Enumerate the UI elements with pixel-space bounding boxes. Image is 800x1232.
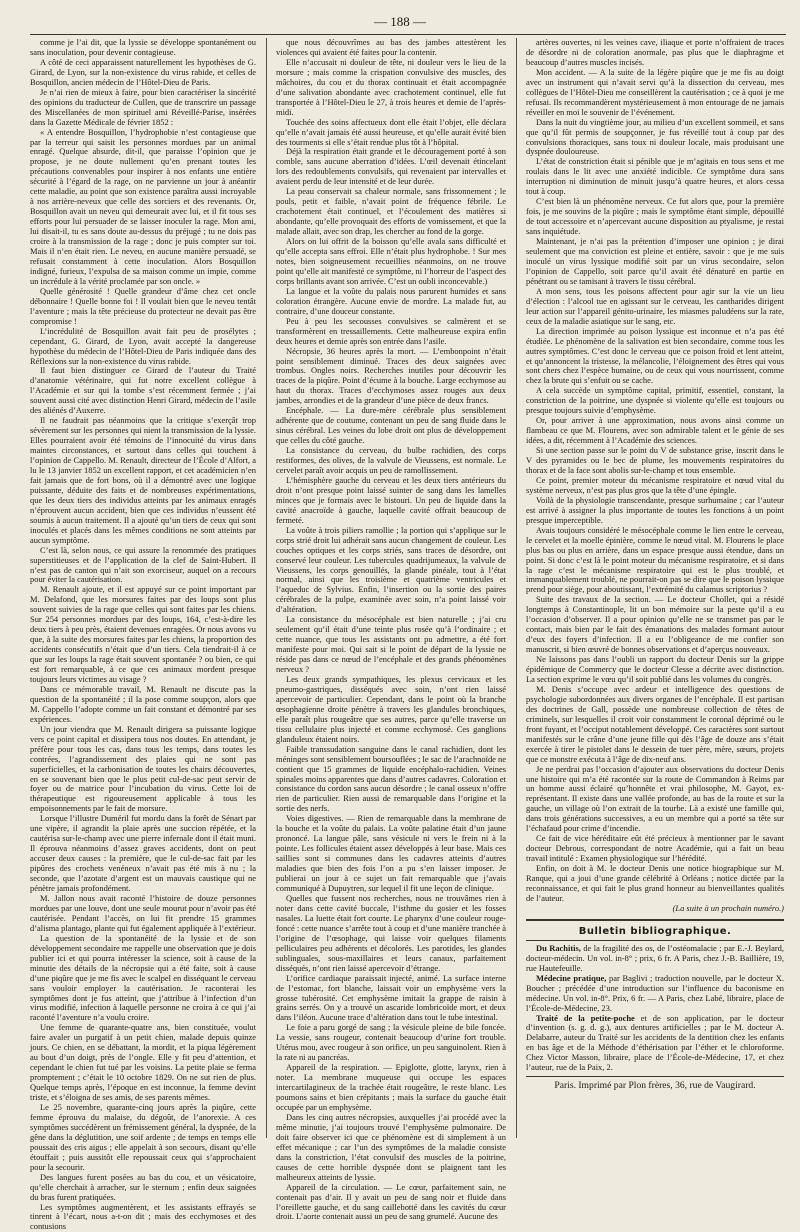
paragraph: Dans ce mémorable travail, M. Renault ne discute pas la question de la spontanéité ; il la pose comme soupçon, alors que M. Cappello l’adopte comme un fait constant et démontré par ses expériences. bbox=[30, 683, 256, 724]
paragraph: La voûte à trois piliers ramollie ; la portion qui s’applique sur le corps strié droit lui adhérait sans aucun changement de couleur. Les couches optiques et les corps striés, sans traces de désordre, ont conservé leur couleur. Les tubercules quadrijumeaux, la valvule de Vieussens, les corps genouillés, la glande pinéale, tout à l’état normal, ainsi que les troisième et quatrième ventricules et l’aqueduc de Sylvius. Enfin, l’insertion ou la sortie des paires cérébrales de la pulpe, examinée avec soin, n’a point laissé voir d’altération. bbox=[276, 524, 506, 615]
paragraph: La langue et la voûte du palais nous parurent humides et sans coloration étrangère. Aucune envie de mordre. La malade fut, au contraire, d’une douceur constante. bbox=[276, 285, 506, 316]
paragraph: Voies digestives. — Rien de remarquable dans la membrane de la bouche et la voûte du palais. La voûte palatine était d’un jaune prononcé. La langue pâle, sans vésicule ni vers le frein ni à la pointe. Les follicules étaient assez développés à leur base. Mais ces saillies sont si communes dans les cadavres atteints d’autres maladies que bien des fois l’on a pu s’en laisser imposer. Je publierai un jour à ce sujet un fait remarquable que j’avais communiqué à Dupuytren, sur lequel il fit une leçon de clinique. bbox=[276, 813, 506, 894]
paragraph: Enfin, on doit à M. le docteur Denis une notice biographique sur M. Ranque, qui a joui d’une grande célébrité à Orléans ; notice dictée par la reconnaissance, et qui fait le plus grand honneur au bienveillantes qualités de l’auteur. bbox=[526, 863, 784, 903]
bibliography-entry bbox=[526, 944, 784, 974]
paragraph: A côté de ceci apparaissent naturellement les hypothèses de G. Girard, de Lyon, sur la non-existence du virus rabide, et celles de Bosquillon, ancien médecin de l’Hôtel-Dieu de Paris. bbox=[30, 56, 256, 87]
bibliography-entry-text: et de son application, par le docteur d’invention (s. g. d. g.), aux dentures artificielles ; par le M. docteur A. Delabarre, auteur du Traité sur les accidents de la dentition chez les enfants en bas âge et de la Méthode d’éthérisation par l’éther et le chloroforme. Chez Victor Masson, libraire, place de l’École-de-Médecine, 17, et chez l’auteur, rue de la Paix, 2. bbox=[526, 1012, 784, 1073]
paragraph: Dans les cinq autres nécropsies, auxquelles j’ai procédé avec la même minutie, j’ai toujours trouvé l’emphysème pulmonaire. De doit faire observer ici que ce phénomène est di simplement à un effet mécanique ; car l’un des symptômes de la maladie consiste dans la constriction, l’état convulsif des muscles de la poitrine, causes de cette horrible dyspnée dont se plaignent tant les malheureux atteints de lyssie. bbox=[276, 1111, 506, 1182]
paragraph: Or, pour arriver à une approximation, nous avons ainsi comme un flambeau ce que M. Flourens, avec son admirable talent et le génie de ses idées, a dit, récemment à l’Académie des sciences. bbox=[526, 415, 784, 446]
column-separator bbox=[516, 38, 517, 1138]
continued-note: (La suite à un prochain numéro.) bbox=[672, 902, 784, 913]
paragraph: M. Denis s’occupe avec ardeur et intelligence des questions de psychologie subordonnées aux divers organes de l’encéphale. Il est partisan des doctrines de Gall, possède une nombreuse collection de têtes de criminels, sur lesquelles il croit voir constamment le coronal déprimé ou le front fuyant, et l’occiput notablement développé. Ces caractères sont surtout manifestés sur le crâne d’une jeune fille qui dès l’âge de douze ans s’était exercée à tirer le pistolet dans le dessein de tuer père, mère, sœurs, projets que ce monstre exécuta à l’âge de dix-neuf ans. bbox=[526, 683, 784, 764]
paragraph: artères ouvertes, ni les veines cave, iliaque et porte n’offraient de traces de désordre ni de coloration anormale, pas plus que le diaphragme et beaucoup d’autres muscles incisés. bbox=[526, 37, 784, 67]
bibliography-entry bbox=[526, 1014, 784, 1074]
paragraph: que nous découvrîmes au bas des jambes attestèrent les violences qui avaient été faites pour la contenir. bbox=[276, 37, 506, 57]
bibliography-entry-text: par Baglivi ; traduction nouvelle, par le docteur X. Boucher ; précédée d’une introduction sur l’influence du baconisme en médecine. Un vol. in-8°. Prix, 6 fr. — A Paris, chez Labé, libraire, place de l’École-de-Médecine, 23. bbox=[526, 972, 784, 1013]
section-rule bbox=[526, 1076, 784, 1077]
paragraph: Quelles que fussent nos recherches, nous ne trouvâmes rien à noter dans cette cavité buccale, l’isthme du gosier et les fosses nasales. La luette était fort courte. Le pharynx d’une couleur rouge-foncé : cette nuance s’arrête tout à coup et d’une manière tranchée à l’origine de l’œsophage, qui laisse voir quelques filaments pelliculaires peu adhérents et décolorés. Les parotides, les glandes sublinguales, sous-maxillaires et leurs canaux, parfaitement disséqués, n’ont rien laissé apercevoir d’étrange. bbox=[276, 892, 506, 973]
bibliography-entry-title: Médecine pratique, bbox=[536, 972, 607, 983]
paragraph: C’est bien là un phénomène nerveux. Ce fut alors que, pour la première fois, je me souvins de la piqûre ; mais le symptôme étant simple, dépouillé de tout accessoire et n’apercevant aucune disposition au ptyalisme, je restai sans inquiétude. bbox=[526, 196, 784, 237]
paragraph: La consistance du cerveau, du bulbe rachidien, des corps restiformes, des olives, de la valvule de Vieussens, est normale. Le cervelet paraît avoir acquis un peu de ramollissement. bbox=[276, 445, 506, 475]
section-rule bbox=[526, 919, 784, 921]
paragraph: Le foie a paru gorgé de sang ; la vésicule pleine de bile foncée. La vessie, sans rougeur, contenait beaucoup d’urine fort trouble. Utérus mou, avec rougeur à son orifice, un peu sanguinolent. Rien à la rate ni au pancréas. bbox=[276, 1022, 506, 1063]
paragraph: Avais toujours considéré le mésocéphale comme le lien entre le cerveau, le cervelet et la moelle épinière, comme le nœud vital. M. Flourens le place plus bas ou plus en arrière, dans un espace presque aussi étendue, dans un point. Si donc c’est là le point moteur du mécanisme respiratoire, et si dans la rage c’est le mécanisme respiratoire qui est le plus troublé, et immanquablement troublé, ne pourrait-on pas se dire que le poison lyssique prend pour siège, pour aboutissant, l’extrémité du calamus scriptorius ? bbox=[526, 524, 784, 595]
column-separator bbox=[266, 38, 267, 1138]
paragraph: Encéphale. — La dure-mère cérébrale plus sensiblement adhérente que de coutume, contenant un peu de sang fluide dans le sinus cérébral. Les veines du lobe droit ont plus de développement que celles du côté gauche. bbox=[276, 405, 506, 446]
paragraph: La peau conservait sa chaleur normale, sans frissonnement ; le pouls, petit et faible, n’avait point de fréquence fébrile. Le crachotement était continuel, et l’écoulement des matières si abondante, qu’elle provoquait des efforts de vomissement, et que la malade allait, avec son drap, les chercher au fond de la gorge. bbox=[276, 186, 506, 237]
header-rule bbox=[30, 34, 786, 35]
paragraph: Nécropsie, 36 heures après la mort. — L’embonpoint n’était point sensiblement diminué. Traces des deux saignées avec trombus. Ongles noirs. Recherches inutiles pour découvrir les traces de la piqûre. Point d’écume à la bouche. Large ecchymose au haut du thorax. Traces d’ecchymoses assez rouges aux deux jambes, arrondies et de la grandeur d’une pièce de deux francs. bbox=[276, 345, 506, 406]
paragraph: comme je l’ai dit, que la lyssie se développe spontanément ou sans inoculation, pour devenir contagieuse. bbox=[30, 37, 256, 57]
paragraph: C’est là, selon nous, ce qui assure la renommée des pratiques superstitieuses et de l’application de la clef de Saint-Hubert. Il n’est pas de canton qui n’ait son exorciseur, auquel on a recours pour éviter la cautérisation. bbox=[30, 544, 256, 585]
paragraph: L’orifice cardiaque paraissait injecté, animé. La surface interne de l’estomac, fort blanche, laissait voir un emphysème vers la grosse tubérosité. Cet emphysème imitait la grappe de raisin à grains serrés. On y a trouvé un ascaride lombricoïde mort, et deux dans l’iléon. Aucune trace d’altération dans tout le tube intestinal. bbox=[276, 972, 506, 1023]
paragraph: A cela succède un symptôme capital, primitif, essentiel, constant, la constriction de la poitrine, une dyspnée si violente qu’elle est toujours ou presque toujours suivie d’emphysème. bbox=[526, 385, 784, 416]
bibliography-entry-text: de la fragilité des os, de l’ostéomalacie ; par E.-J. Beylard, docteur-médecin. Un vol. in-8° ; prix, 6 fr. A Paris, chez J.-B. Baillière, 19, rue Hautefeuille. bbox=[526, 942, 784, 973]
paragraph: Des langues furent posées au bas du cou, et un vésicatoire, qu’elle cherchait à arracher, sur le sternum ; enfin deux saignées du bras furent pratiquées. bbox=[30, 1171, 256, 1202]
column-2 bbox=[276, 37, 506, 1222]
printer-line: Paris. Imprimé par Plon frères, 36, rue de Vaugirard. bbox=[554, 1080, 756, 1092]
paragraph: A mon sens, tous les poisons affectent pour agir sur la vie un lieu d’élection : l’alcool tue en agissant sur le cerveau, les cantharides dirigent leur action sur l’appareil génito-urinaire, les miasmes paludéens sur la rate, ceux de la maladie asiatique sur le sang, etc. bbox=[526, 285, 784, 326]
paragraph: Maintenant, je n’ai pas la prétention d’imposer une opinion ; je dirai seulement que ma conviction est pleine et entière, savoir : que je me suis inoculé un virus lyssique modifié soit par un virus secondaire, selon l’opinion de Cappello, soit parce qu’il avait été dénaturé en partie en pénétrant ou se tamisant à travers le tissu cérébral. bbox=[526, 236, 784, 286]
paragraph: Appareil de la circulation. — Le cœur, parfaitement sain, ne contenait pas d’air. Il y avait un peu de sang noir et fluide dans l’oreillette gauche, et du sang caillebotté dans les cavités du cœur droit. L’aorte contenait aussi un peu de sang grumelé. Aucune des bbox=[276, 1181, 506, 1222]
paragraph: « A entendre Bosquillon, l’hydrophobie n’est contagieuse que par la terreur qui saisit les personnes mordues par un animal enragé. Quelque absurde, dit-il, que paraisse l’opinion que je propose, je ne doute nullement qu’en prenant toutes les précautions convenables pour inspirer à nos enfants une entière sécurité à l’égard de la rage, on ne parvienne un jour à anéantir cette maladie, au point que son existence paraîtra aussi incroyable à nos arrière-neveux que celle des sorciers et des revenants. Or, Bosquillon avait un neveu qui demeurait avec lui, et il fit tous ses efforts pour lui persuader de se laisser inoculer la rage. Mon ami, lui disait-il, tu es sans doute au-dessus du préjugé ; tu ne dois pas croire à la transmission de la rage ; donc je puis compter sur toi. Mais il n’en était rien. Le neveu, en aucune manière persuadé, se refusait constamment à cette inoculation. Alors Bosquillon indigné, furieux, l’expulsa de sa maison comme un impie, comme un incrédule à la vérité proclamée par son oncle. » bbox=[30, 126, 256, 286]
paragraph: Une femme de quarante-quatre ans, bien constituée, voulut faire avaler un purgatif à un petit chien, malade depuis quinze jours. Ce chien, en se débattant, la mordit, et la piqua légèrement au bout d’un doigt, près de l’ongle. Elle y fit peu d’attention, et cependant le chien fut tué par les voisins. La petite plaie se ferma promptement ; c’était le 10 octobre 1829. On ne sut rien de plus. Quelque temps après, l’époque en est inconnue, la femme devint triste, et s’éloigna de ses amis, de ses parents mêmes. bbox=[30, 1022, 256, 1103]
paragraph: Dans la nuit du vingtième jour, au milieu d’un excellent sommeil, et sans que qu’il fût permis de soupçonner, je fus réveillé tout à coup par des convulsions thoraciques, sans toux ni douleur locale, mais produisant une dyspnée douloureuse. bbox=[526, 116, 784, 157]
bibliography-heading: Bulletin bibliographique. bbox=[578, 925, 732, 937]
paragraph: Le 25 novembre, quarante-cinq jours après la piqûre, cette femme éprouva du malaise, du dégoût, de l’anorexie. A ces symptômes succédèrent un frémissement général, la dyspnée, de la gêne dans la déglutition, une soif ardente ; de temps en temps elle poussait des cris aigus ; elle appelait à son secours, disant qu’elle étouffait ; puis aussitôt elle repoussait ceux qui s’approchaient pour la secourir. bbox=[30, 1101, 256, 1172]
bibliography-entry-title: Traité de la petite-poche bbox=[536, 1012, 635, 1023]
paragraph: Les deux grands sympathiques, les plexus cervicaux et les pneumo-gastriques, disséqués avec soin, n’ont rien laissé apercevoir de particulier. Cependant, dans le point où la branche œsophagienne droite pénètre à travers les glandules bronchiques, elle paraît plus rougeâtre que ses autres, parce qu’elle traverse un tissu cellulaire plus injecté et comme ecchymosé. Ces ganglions glanduleux étaient noirs. bbox=[276, 674, 506, 744]
paragraph: Je n’ai rien de mieux à faire, pour bien caractériser la sincérité des opinions du traducteur de Cullen, que de transcrire un passage des Miscellanées de mon spirituel ami Réveillé-Parise, insérées dans la Gazette Médicale de février 1852 : bbox=[30, 86, 256, 127]
paragraph: Mon accident. — A la suite de la légère piqûre que je me fis au doigt avec un instrument qui n’avait servi qu’à la dissection du cerveau, mes collègues de l’Hôtel-Dieu me conseillèrent la cautérisation ; ce à quoi je me refusai. Ils recommandèrent mystérieusement à mon entourage de ne jamais réveiller en moi le souvenir de l’événement. bbox=[526, 66, 784, 117]
paragraph: Suite des travaux de la section. — Le docteur Chollet, qui a résidé longtemps à Constantinople, lit un bon mémoire sur la peste qu’il a eu l’occasion d’observer. Il a pour opinion qu’elle ne se transmet pas par le contact, mais bien par le fait des émanations des malades formant autour d’eux des foyers d’infection. Il a eu l’obligeance de me confier son manuscrit, si bien œuvré de bonnes observations et d’aperçus nouveaux. bbox=[526, 594, 784, 655]
paragraph: Ne laissons pas dans l’oubli un rapport du docteur Denis sur la grippe épidémique de Commercy que le docteur Clesse a décrite avec distinction. La section exprime le vœu qu’il soit publié dans les volumes du congrès. bbox=[526, 654, 784, 684]
paragraph: La direction imprimée au poison lyssique est inconnue et n’a pas été étudiée. Le phénomène de la salivation est bien secondaire, comme tous les autres symptômes. C’est donc le cerveau que ce poison froid et lent atteint, et qu’annoncent la tristesse, la mélancolie, l’éloignement des êtres qui vous sont chers chez l’espèce humaine, ou de ceux qui vous nourrissent, comme chez la brute qui s’enfuit ou se cache. bbox=[526, 325, 784, 386]
paragraph: M. Jallon nous avait raconté l’histoire de douze personnes mordues par une louve, dont une seule mourut pour n’avoir pas été cautérisée. Pendant l’accès, on lui fit prendre 15 grammes d’alisma plantago, plante qui fut également appliquée à l’extérieur. bbox=[30, 892, 256, 933]
paragraph: Il faut bien distinguer ce Girard de l’auteur du Traité d’anatomie vétérinaire, qui fut notre excellent collègue à l’Académie et sur qui la tombe s’est récemment fermée ; j’ai souvent aussi cité avec distinction Henri Girard, médecin de l’asile des aliénés d’Auxerre. bbox=[30, 365, 256, 416]
paragraph: Ce point, premier moteur du mécanisme respiratoire et nœud vital du système nerveux, n’est pas plus gros que la tête d’une épingle. bbox=[526, 474, 784, 495]
bibliography-entry-title: Du Rachitis, bbox=[536, 942, 581, 953]
paragraph: Voilà de la physiologie transcendante, presque surhumaine ; car l’auteur est arrivé à assigner la plus importante de toutes les fonctions à un point presque imperceptible. bbox=[526, 494, 784, 525]
paragraph: Il ne faudrait pas néanmoins que la critique s’exerçât trop sévèrement sur les personnes qui nient la transmission de la lyssie. Elles pourraient avoir été témoins de l’innocuité du virus dans maintes circonstances, et surtout dans celles qui touchent à l’opinion de Cappello. M. Renault, directeur de l’École d’Alfort, a lu le 13 janvier 1852 un excellent rapport, et cet académicien n’en fait jamais que de fort bons, où il a démontré avec une logique puissante, déduite des faits et de nombreuses expérimentations, que les deux tiers des individus atteints par les animaux enragés n’éprouvent aucun accident, bien que ces individus n’eussent été soumis à aucun traitement. Il a ajouté qu’un tiers de ceux qui sont inoculés et placés dans les mêmes conditions ne sont atteints par aucun symptôme. bbox=[30, 415, 256, 545]
paragraph: Quelle générosité ! Quelle grandeur d’âme chez cet oncle débonnaire ! Quelle bonne foi ! Il voulait bien que le neveu tentât l’aventure ; mais la tête précieuse du protecteur ne devait pas être compromise ! bbox=[30, 285, 256, 326]
column-1 bbox=[30, 37, 256, 1232]
paragraph: Touchée des soins affectueux dont elle était l’objet, elle déclara qu’elle n’avait jamais été aussi heureuse, et qu’elle aurait évité bien des tourments si elle s’était rendue plus tôt à l’hôpital. bbox=[276, 116, 506, 147]
paragraph: Si une section passe sur le point du V de substance grise, inscrit dans le V des pyramides ou le bec de plume, les mouvements respiratoires du thorax et de la face sont abolis sur-le-champ et tous ensemble. bbox=[526, 445, 784, 475]
page-number: — 188 — bbox=[374, 14, 426, 29]
paragraph: Elle n’accusait ni douleur de tête, ni douleur vers le lieu de la morsure ; mais comme la crispation convulsive des muscles, des mâchoires, du cou et du thorax continuait et était accompagnée d’une salivation abondante avec crachotement continuel, elle fut transportée à l’Hôtel-Dieu le 27, à trois heures et demie de l’après-midi. bbox=[276, 56, 506, 117]
paragraph: L’incrédulité de Bosquillon avait fait peu de prosélytes ; cependant, G. Girard, de Lyon, avait accepté la dangereuse hypothèse du médecin de l’Hôtel-Dieu de Paris indiquée dans des Réflexions sur la non-existence du virus rabide. bbox=[30, 325, 256, 366]
paragraph: Lorsque l’illustre Duméril fut mordu dans la forêt de Sénart par une vipère, il agrandit la plaie après une succion répétée, et la cautérisa sur-le-champ avec une pierre infernale dont il était muni. Il éprouva néanmoins d’assez graves accidents, dont on peut accuser deux causes : la première, que le cul-de-sac fait par les pipûres des crochets venéneux n’avait pas été mis à nu ; la seconde, que l’azotate d’argent est un mauvais caustique qui ne pénètre jamais profondément. bbox=[30, 813, 256, 894]
paragraph: L’hémisphère gauche du cerveau et les deux tiers antérieurs du droit n’ont presque point laissé suinter de sang dans les lamelles minces que je formais avec le bistouri. Un peu de liquide dans la cavité anacroïde à gauche, laquelle cavité offrait beaucoup de fermeté. bbox=[276, 474, 506, 525]
section-rule bbox=[526, 940, 784, 941]
paragraph: Les symptômes augmentèrent, et les assistants effrayés se tinrent à l’écart, nous a-t-on dit ; mais des ecchymoses et des contusions bbox=[30, 1201, 256, 1232]
paragraph: Alors on lui offrit de la boisson qu’elle avala sans difficulté et qu’elle accepta sans effroi. Elle n’était plus hydrophobe. ! Sur mes notes, bien soigneusement recueillies néanmoins, on ne trouve point qu’elle ait manifesté ce symptôme, ni l’horreur de l’aspect des corps brillants avant son arrivée. C’est un oubli inconcevable.) bbox=[276, 236, 506, 286]
bibliography-entry bbox=[526, 974, 784, 1014]
paragraph: Appareil de la respiration. — Epiglotte, glotte, larynx, rien à noter. La membrane muqueuse qui occupe les espaces intercartilagineux de la trachée était rougeâtre, le reste blanc. Les poumons sains et bien crépitants ; mais la surface du gauche était occupée par un emphysème. bbox=[276, 1062, 506, 1112]
paragraph: La consistance du mésocéphale est bien naturelle ; j’ai cru seulement qu’il était d’une teinte plus rosée qu’à l’ordinaire ; et cette nuance, que tous les assistants ont pu admettre, a été fort manifeste pour moi. Qui sait si le point de départ de la lyssie ne réside pas dans ce nœud de l’encéphale et des grands phénomènes nerveux ? bbox=[276, 614, 506, 675]
paragraph: Ce fait de vice héréditaire eût été précieux à mentionner par le savant docteur Debrous, correspondant de notre Académie, qui a fait un beau travail intitulé : Examen physiologique sur l’hérédité. bbox=[526, 833, 784, 864]
paragraph: Peu à peu les secousses convulsives se calmèrent et se transformèrent en tressaillements. Cette malheureuse expira enfin deux heures et demie après son entrée dans l’asile. bbox=[276, 315, 506, 346]
paragraph: Déjà la respiration était grande et le découragement porté à son comble, sans aucune aberration d’idées. L’œil devenait étincelant lors des redoublements convulsifs, qui revenaient par intervalles et avaient perdu de leur intensité et de leur durée. bbox=[276, 146, 506, 187]
paragraph: Un jour viendra que M. Renault dirigera sa puissante logique vers ce point capital et dissipera tous nos doutes. En attendant, je préfère pour tous les cas, dans tous les temps, dans toutes les contrées, l’agrandissement des plaies qui ne sont pas superficielles, et la carbonisation de toutes les chairs découvertes, en se souvenant bien que le plus petit cul-de-sac peut servir de foyer ou de matrice pour l’incubation du virus. Cette loi de thérapeutique est rigoureusement applicable à tous les empoisonnements par le fait de morsure. bbox=[30, 723, 256, 814]
paragraph: L’état de constriction était si pénible que je m’agitais en tous sens et me roulais dans le lit avec une anxiété indicible. Ce symptôme dura sans interruption ni diminution de minuit jusqu’à quatre heures, et alors cessa tout à coup. bbox=[526, 156, 784, 197]
paragraph: M. Renault ajoute, et il est appuyé sur ce point important par M. Delafond, que les morsures faites par des loups sont plus souvent suivies de la rage que celles qui sont faites par les chiens. Sur 254 personnes mordues par des loups, 164, c’est-à-dire les deux tiers à peu près, étaient devenues enragées. Or nous avons vu que, à la suite des morsures faites par les chiens, la proportion des accidents consécutifs n’était que d’un tiers. Cela tiendrait-il à ce que sur les loups la rage était souvent spontanée ? ou bien, ce qui est fort remarquable, à ce que ces animaux mordent presque toujours leurs victimes au visage ? bbox=[30, 584, 256, 684]
column-3 bbox=[526, 38, 784, 1128]
paragraph: Faible transsudation sanguine dans le canal rachidien, dont les méninges sont sensiblement boursouflées ; le sac de l’arachnoïde ne contient que 15 grammes de liquide encéphalo-rachidien. Veines spinales moins apparentes que dans d’autres cadavres. Coloration et consistance du cordon sans aucun désordre ; le canal osseux n’offre rien de particulier. Rien aussi de remarquable dans l’origine et la sortie des nerfs. bbox=[276, 743, 506, 814]
paragraph: La question de la spontanéité de la lyssie et de son développement secondaire me rappelle une observation que je dois publier ici et qui pourra intéresser la science, soit à cause de la minutie des détails de la nécropsie qui a été faite, soit à cause d’une piqûre que je me fis avec le scalpel en disséquant le cerveau sans vouloir employer la cautérisation. Je raconterai les symptômes dont je fus atteint, que j’attribue à l’infection d’un virus modifié, infection à laquelle personne ne croira à ce qui j’ai raconté l’aventure n’a voulu croire. bbox=[30, 932, 256, 1023]
paragraph: Je ne perdrai pas l’occasion d’ajouter aux observations du docteur Denis une histoire qui m’a été racontée sur la route de Commandon à Reims par un homme aussi éclairé qu’honnête et vrai philosophe, M. Gayot, ex-représentant. Il existe dans une vallée profonde, au bas de la route et sur la gauche, un village où l’on extrait de la tourbe. Là a existé une famille qui, dans trois générations successives, a eu un membre qui a porté sa tête sur l’échafaud pour crime d’incendie. bbox=[526, 763, 784, 834]
